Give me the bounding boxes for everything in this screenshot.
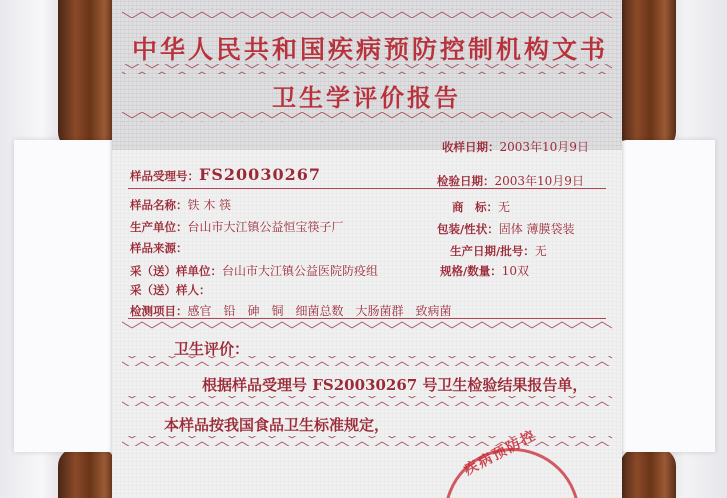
plastic-sleeve-right bbox=[615, 140, 715, 452]
production-date-value: 无 bbox=[534, 244, 547, 258]
receipt-date-value: 2003年10月9日 bbox=[499, 140, 589, 154]
sample-source-row bbox=[130, 240, 188, 256]
manufacturer-row bbox=[130, 218, 344, 235]
sender-person-row bbox=[130, 282, 211, 298]
inspection-date-value: 2003年10月9日 bbox=[494, 174, 584, 188]
inspection-date-row bbox=[437, 172, 584, 189]
production-date-label: 生产日期/批号： bbox=[450, 244, 535, 258]
sample-source-label: 样品来源： bbox=[130, 241, 188, 255]
document-subtitle: 卫生学评价报告 bbox=[272, 83, 461, 112]
test-items-value: 感官 铅 砷 铜 细菌总数 大肠菌群 致病菌 bbox=[187, 304, 452, 318]
spec-value: 10双 bbox=[501, 264, 529, 278]
manufacturer-value: 台山市大江镇公益恒宝筷子厂 bbox=[187, 220, 344, 234]
document-title: 中华人民共和国疾病预防控制机构文书 bbox=[132, 35, 609, 64]
trademark-row bbox=[452, 198, 510, 215]
packaging-value: 固体 薄膜袋装 bbox=[498, 222, 575, 236]
rule-2 bbox=[128, 318, 606, 319]
wood-frame-right-top bbox=[620, 0, 676, 150]
test-items-row bbox=[130, 302, 452, 319]
sender-unit-row bbox=[130, 262, 378, 279]
production-date-row bbox=[450, 242, 547, 259]
sample-name-label: 样品名称： bbox=[130, 198, 188, 212]
evaluation-line-2: 本样品按我国食品卫生标准规定， bbox=[164, 416, 390, 434]
official-seal-text: 疾病预防控 bbox=[461, 427, 540, 479]
sender-unit-label: 采（送）样单位： bbox=[130, 264, 222, 278]
packaging-row bbox=[437, 220, 575, 237]
sample-number-label: 样品受理号： bbox=[130, 169, 199, 183]
trademark-value: 无 bbox=[498, 200, 511, 214]
wood-frame-left-bottom bbox=[58, 448, 116, 498]
test-items-label: 检测项目： bbox=[130, 304, 188, 318]
sender-unit-value: 台山市大江镇公益医院防疫组 bbox=[222, 264, 379, 278]
sample-number-row bbox=[130, 165, 321, 184]
report-document bbox=[112, 0, 622, 498]
sample-name-value: 铁 木 筷 bbox=[187, 198, 232, 212]
inspection-date-label: 检验日期： bbox=[437, 174, 495, 188]
receipt-date-row bbox=[442, 138, 589, 155]
plastic-sleeve-left bbox=[14, 140, 124, 452]
sample-number-value: FS20030267 bbox=[199, 165, 321, 184]
sender-person-label: 采（送）样人： bbox=[130, 283, 211, 297]
wood-frame-right-bottom bbox=[620, 448, 676, 498]
receipt-date-label: 收样日期： bbox=[442, 140, 500, 154]
spec-label: 规格/数量： bbox=[440, 264, 502, 278]
spec-row bbox=[440, 262, 529, 279]
evaluation-heading: 卫生评价： bbox=[174, 340, 250, 358]
rule-1 bbox=[128, 188, 606, 189]
wood-frame-left-top bbox=[58, 0, 116, 150]
manufacturer-label: 生产单位： bbox=[130, 220, 188, 234]
trademark-label: 商 标： bbox=[452, 200, 498, 214]
packaging-label: 包装/性状： bbox=[437, 222, 499, 236]
evaluation-line-1: 根据样品受理号 FS20030267 号卫生检验结果报告单， bbox=[202, 376, 588, 394]
sample-name-row bbox=[130, 196, 231, 213]
